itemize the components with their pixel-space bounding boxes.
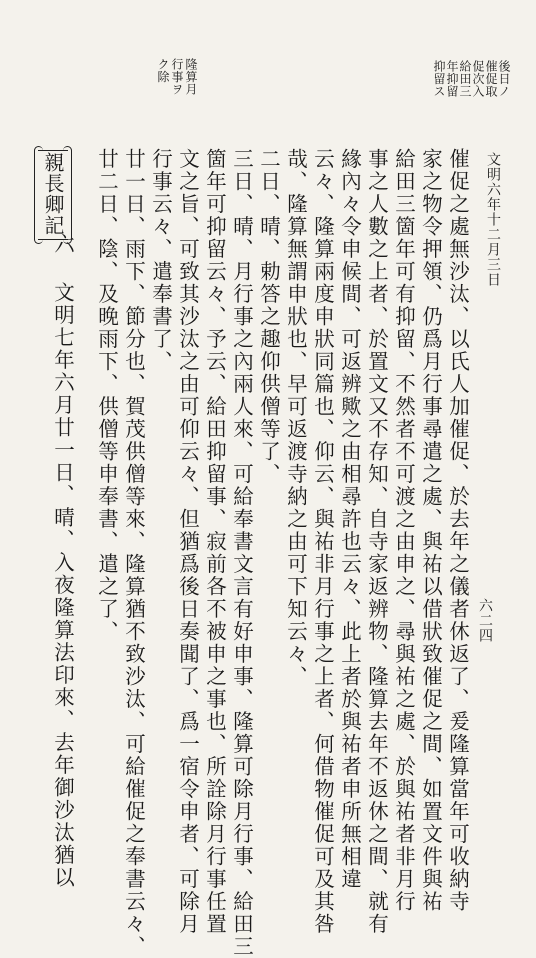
text-column: 云々、隆算兩度申狀同篇也、仰云、與祐非月行事之上者、何借物催促可及其咎 <box>310 148 335 936</box>
text-column: 催促之處無沙汰、以氏人加催促、於去年之儀者休返了、爰隆算當年可收納寺 <box>445 148 470 913</box>
text-column: 事之人數之上者、於置文又不存知、自寺家返辨物、隆算去年不返休之間、就有 <box>364 148 389 936</box>
margin-note: 催促取 <box>484 60 498 98</box>
entry-date-header: 文明六年十二月三日 <box>485 152 501 287</box>
margin-note: 給田三 <box>458 60 472 98</box>
margin-note: 抑留ス <box>432 60 446 98</box>
book-title: 親長卿記 <box>41 152 65 236</box>
page-number: 六二四 <box>477 598 493 643</box>
text-column: 家之物令押領、仍爲月行事尋遣之處、與祐以借狀致催促之間、如置文件與祐 <box>418 148 443 913</box>
text-column: 廿二日、陰、及晚雨下、供僧等申奉書、遣之了、 <box>94 148 119 643</box>
text-column: 哉、隆算無謂申狀也、早可返渡寺納之由可下知云々、 <box>283 148 308 688</box>
text-column: 文之旨、可致其沙汰之由可仰云々、但猶爲後日奏聞了、爲一宿令申者、可除月 <box>175 148 200 936</box>
text-column: 行事云々、遣奉書了、 <box>148 148 173 373</box>
text-column: 給田三箇年可有抑留、不然者不可渡之由申之、尋與祐之處、於與祐者非月行 <box>391 148 416 913</box>
margin-note: 後日ノ <box>497 60 511 98</box>
margin-note: 行事ヲ <box>170 58 184 96</box>
text-column: 二日、晴、勅答之趣仰供僧等了、 <box>256 148 281 486</box>
text-column: 三日、晴、月行事之內兩人來、可給奉書文言有好申事、隆算可除月行事、給田三 <box>229 148 254 958</box>
text-column: 廿一日、雨下、節分也、賀茂供僧等來、隆算猶不致沙汰、可給催促之奉書云々、 <box>121 148 146 958</box>
margin-note: 促次入 <box>471 60 485 98</box>
text-column: 六 文明七年六月廿一日、晴、入夜隆算法印來、去年御沙汰猶以 <box>50 233 75 889</box>
margin-note: 隆算月 <box>184 58 198 96</box>
margin-note: ク除 <box>156 58 170 83</box>
text-column: 緣內々令申候間、可返辨歟之由相尋許也云々、此上者於與祐者申所無相違 <box>337 148 362 891</box>
text-column: 箇年可抑留云々、予云、給田抑留事、寂前各不被申之事也、所詮除月行事任置 <box>202 148 227 936</box>
margin-note: 年抑留 <box>445 60 459 98</box>
